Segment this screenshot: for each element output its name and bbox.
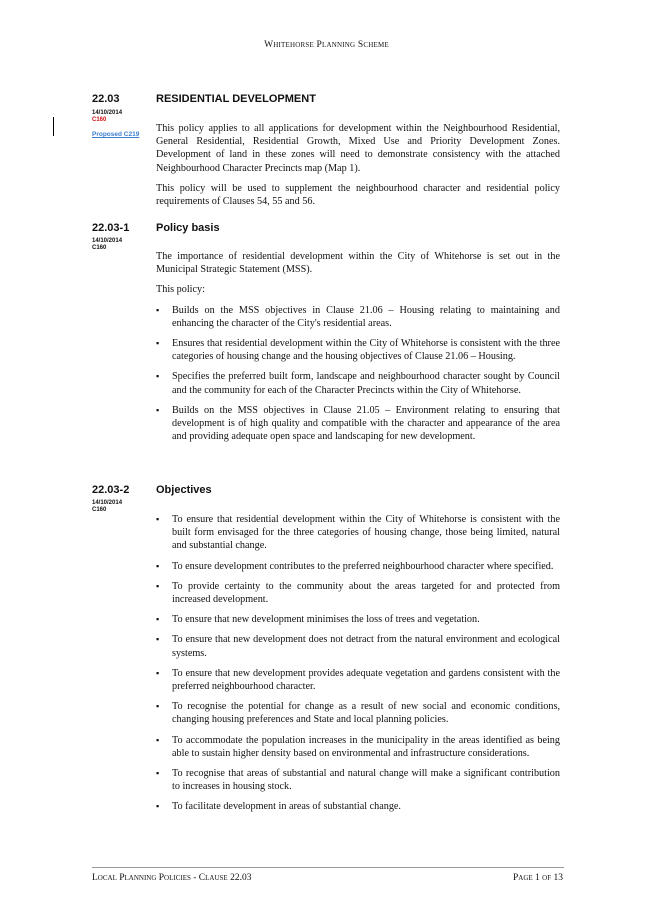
page-header: Whitehorse Planning Scheme [264, 40, 389, 50]
amendment-code: C160 [92, 507, 107, 513]
list-item: ▪ To ensure that residential development within the City of Whitehorse is consistent with the built form envisaged for the three categories of housing change, those being limited, natural and substantial change. [156, 513, 560, 553]
list-item: ▪ To ensure that new development provides adequate vegetation and gardens consistent with the preferred neighbourhood character. [156, 667, 560, 693]
list-item: ▪ Ensures that residential development within the City of Whitehorse is consistent with the three categories of housing change and the housing objectives of Clause 21.06 – Housing. [156, 337, 560, 363]
paragraph: This policy applies to all applications for development within the Neighbourhood Residential, General Residential, Residential Growth, Mixed Use and Priority Development Zones. Development of land in these zones will need to demonstrate consistency with the attached Neighbourhood Character Precincts map (Map 1). [156, 123, 560, 174]
list-item: ▪ To recognise that areas of substantial and natural change will make a significant contribution to increases in housing stock. [156, 767, 560, 793]
section-title: Objectives [156, 484, 212, 496]
list-item: ▪ To ensure that new development does not detract from the natural environment and ecological systems. [156, 633, 560, 659]
bullet-list [156, 513, 560, 814]
paragraph: This policy: [156, 284, 205, 296]
amendment-code: C160 [92, 245, 107, 251]
list-item: ▪ To ensure development contributes to the preferred neighbourhood character where specified. [156, 560, 560, 573]
section-body [156, 122, 560, 215]
list-item: ▪ Builds on the MSS objectives in Clause 21.05 – Environment relating to ensuring that development is of high quality and compatible with the character and appearance of the area and providing adequate open space and landscaping for new development. [156, 404, 560, 444]
footer-divider [92, 867, 564, 868]
proposed-amendment-link[interactable]: Proposed C219 [92, 131, 140, 138]
section-title: RESIDENTIAL DEVELOPMENT [156, 93, 316, 105]
section-number: 22.03-1 [92, 222, 130, 234]
section-number: 22.03-2 [92, 484, 130, 496]
section-body [156, 250, 560, 450]
bullet-list [156, 304, 560, 444]
footer-clause: Local Planning Policies - Clause 22.03 [92, 873, 252, 883]
paragraph: This policy will be used to supplement the neighbourhood character and residential policy requirements of Clauses 54, 55 and 56. [156, 182, 560, 208]
footer-page-number: Page 1 of 13 [513, 873, 563, 883]
list-item: ▪ To ensure that new development minimises the loss of trees and vegetation. [156, 613, 560, 626]
section-meta [92, 500, 122, 514]
amendment-date: 14/10/2014 [92, 500, 123, 506]
list-item: ▪ Builds on the MSS objectives in Clause 21.06 – Housing relating to maintaining and enhancing the character of the City's residential areas. [156, 304, 560, 330]
section-number: 22.03 [92, 93, 120, 105]
list-item: ▪ To facilitate development in areas of substantial change. [156, 800, 560, 813]
list-item: ▪ To accommodate the population increases in the municipality in the areas identified as being able to sustain higher density based on environmental and infrastructure considerations. [156, 734, 560, 760]
change-bar [53, 117, 54, 136]
list-item: ▪ To provide certainty to the community about the areas targeted for and protected from increased development. [156, 580, 560, 606]
amendment-date: 14/10/2014 [92, 110, 123, 116]
paragraph: The importance of residential development within the City of Whitehorse is set out in the Municipal Strategic Statement (MSS). [156, 251, 560, 276]
section-body [156, 513, 560, 821]
amendment-code: C160 [92, 117, 107, 123]
section-meta [92, 238, 122, 252]
list-item: ▪ Specifies the preferred built form, landscape and neighbourhood character sought by Council and the community for each of the Character Precincts within the City of Whitehorse. [156, 370, 560, 396]
list-item: ▪ To recognise the potential for change as a result of new social and economic conditions, changing housing preferences and State and local planning policies. [156, 700, 560, 726]
section-meta [92, 110, 139, 138]
amendment-date: 14/10/2014 [92, 238, 123, 244]
section-title: Policy basis [156, 222, 220, 234]
